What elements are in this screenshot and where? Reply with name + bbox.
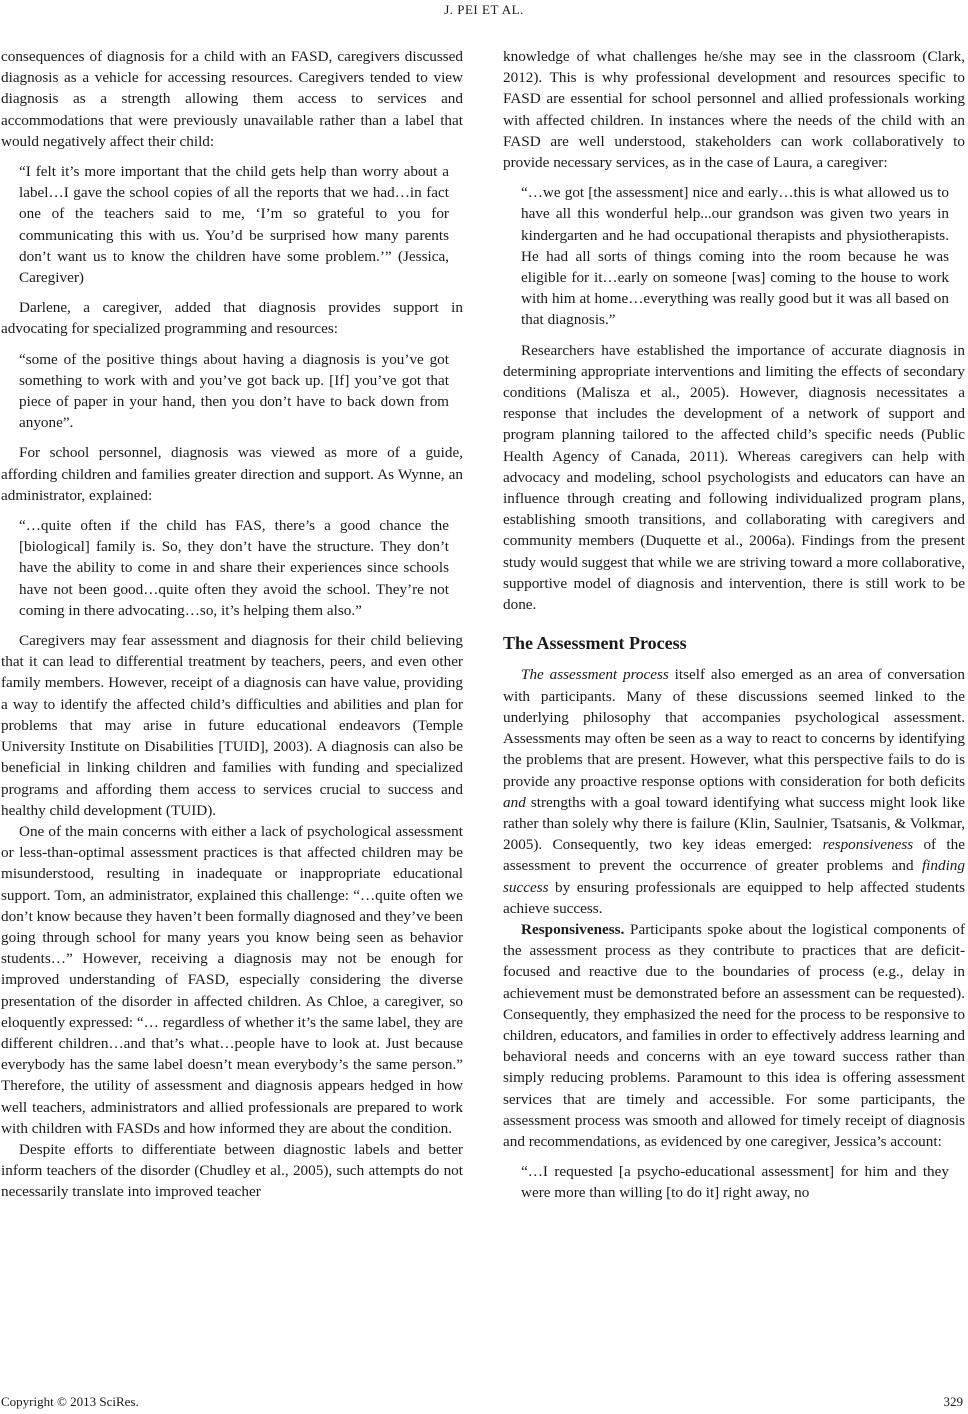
- text-run: by ensuring professionals are equipped to help affected students achieve success.: [503, 878, 965, 917]
- italic-term: The assessment process: [521, 666, 669, 684]
- copyright-notice: Copyright © 2013 SciRes.: [1, 1394, 139, 1409]
- section-heading: The Assessment Process: [503, 633, 687, 654]
- italic-term: finding success: [503, 857, 965, 896]
- italic-term: responsiveness: [822, 836, 914, 854]
- block-quote: “…I requested [a psycho-educational assessment] for him and they were more than willing [to do it] right away, no: [521, 1163, 949, 1202]
- paragraph: Researchers have established the importance of accurate diagnosis in determining appropriate interventions and limiting the effects of secondary conditions (Malisza et al., 2005). However, diagnosis necessitates a response that includes the development of a network of support and program planning tailored to the affected child’s specific needs (Public Health Agency of Canada, 2011). Whereas caregivers can help with advocacy and modeling, school psychologists and educators can have an influence through creating and following individualized program plans, establishing smooth transitions, and collaborating with caregivers and community members (Duquette et al., 2006a). Findings from the present study would suggest that while we are striving toward a more collaborative, supportive model of diagnosis and intervention, there is still work to be done.: [503, 341, 965, 614]
- block-quote: “some of the positive things about having a diagnosis is you’ve got something to work with and you’ve got back up. [If] you’ve got that piece of paper in your hand, then you don’t have to back down from anyone”.: [19, 350, 449, 432]
- text-run: strengths with a goal toward identifying what success might look like rather than solely why there is failure (Klin, Saulnier, Tsatsanis, & Volkmar, 2005). Consequently, two key ideas emerged:: [503, 793, 965, 854]
- block-quote: “…quite often if the child has FAS, there’s a good chance the [biological] family is. So, they don’t have the structure. They don’t have the ability to come in and share their experiences since schools have not been good…quite often they avoid the school. They’re not coming in there advocating…so, it’s helping them also.”: [19, 517, 449, 619]
- paragraph: Caregivers may fear assessment and diagnosis for their child believing that it can lead to differential treatment by teachers, peers, and even other family members. However, receipt of a diagnosis can have value, providing a way to identify the affected child’s difficulties and abilities and plan for problems that may arise in future educational endeavors (Temple University Institute on Disabilities [TUID], 2003). A diagnosis can also be beneficial in linking children and families with funding and specialized programs and affording them access to services crucial to success and healthy child development (TUID).: [1, 632, 463, 819]
- paragraph: [503, 664, 965, 918]
- page-number: 329: [943, 1394, 963, 1409]
- running-head: J. PEI ET AL.: [444, 2, 524, 17]
- text-run: itself also emerged as an area of conversation with participants. Many of these discussions seemed linked to the underlying philosophy that accompanies psychological assessment. Assessments may often be seen as a way to react to concerns by identifying the problems that are present. However, what this perspective fails to do is provide any proactive response options with consideration for both deficits: [503, 666, 965, 790]
- paragraph: consequences of diagnosis for a child with an FASD, caregivers discussed diagnosis as a vehicle for accessing resources. Caregivers tended to view diagnosis as a strength allowing them access to services and accommodations that were previously unavailable rather than a label that would negatively affect their child:: [1, 48, 463, 150]
- block-quote: “I felt it’s more important that the child gets help than worry about a label…I gave the school copies of all the reports that we had…in fact one of the teachers said to me, ‘I’m so grateful to you for communicating this with us. You’d be surprised how many parents don’t want us to know the children have some problem.’” (Jessica, Caregiver): [19, 163, 449, 287]
- subsection-heading: Responsiveness.: [521, 920, 625, 938]
- text-run: of the assessment to prevent the occurrence of greater problems and: [503, 836, 965, 875]
- paragraph: [503, 919, 965, 1152]
- left-column: [1, 46, 463, 1203]
- italic-term: and: [503, 793, 526, 811]
- paragraph: knowledge of what challenges he/she may see in the classroom (Clark, 2012). This is why professional development and resources specific to FASD are essential for school personnel and allied professionals working with affected children. In instances where the needs of the child with an FASD are well understood, stakeholders can work collaboratively to provide necessary services, as in the case of Laura, a caregiver:: [503, 48, 965, 172]
- paragraph: Darlene, a caregiver, added that diagnosis provides support in advocating for specialized programming and resources:: [1, 299, 463, 338]
- block-quote: “…we got [the assessment] nice and early…this is what allowed us to have all this wonderful help...our grandson was given two years in kindergarten and he had occupational therapists and physiotherapists. He had all sorts of things coming into the room because he was eligible for it…early on someone [was] coming to the house to work with him at home…everything was really good but it was all based on that diagnosis.”: [521, 184, 949, 329]
- paragraph: One of the main concerns with either a lack of psychological assessment or less-than-optimal assessment practices is that affected children may be misunderstood, resulting in inadequate or inappropriate educational support. Tom, an administrator, explained this challenge: “…quite often we don’t know because they haven’t been formally diagnosed and they’ve been going through school for many years you know being seen as behavior students…” However, receiving a diagnosis may not be enough for improved understanding of FASD, especially considering the diverse presentation of the disorder in affected children. As Chloe, a caregiver, so eloquently expressed: “… regardless of whether it’s the same label, they are different children…and that’s what…people have to look at. Just because everybody has the same label doesn’t mean everybody’s the same person.” Therefore, the utility of assessment and diagnosis appears hedged in how well teachers, administrators and allied professionals are prepared to work with children with FASDs and how informed they are about the condition.: [1, 822, 463, 1137]
- paragraph: For school personnel, diagnosis was viewed as more of a guide, affording children and families greater direction and support. As Wynne, an administrator, explained:: [1, 444, 463, 504]
- right-column: [503, 46, 965, 1213]
- paragraph: Despite efforts to differentiate between diagnostic labels and better inform teachers of the disorder (Chudley et al., 2005), such attempts do not necessarily translate into improved teacher: [1, 1140, 463, 1201]
- text-run: Participants spoke about the logistical components of the assessment process as they contribute to practices that are deficit-focused and reactive due to the boundaries of process (e.g., delay in achievement must be demonstrated before an assessment can be requested). Consequently, they emphasized the need for the process to be responsive to children, educators, and families in order to effectively address learning and behavioral needs and concerns with an eye toward success rather than simply reducing problems. Paramount to this idea is offering assessment services that are timely and accessible. For some participants, the assessment process was smooth and allowed for timely receipt of diagnosis and recommendations, as evidenced by one caregiver, Jessica’s account:: [503, 920, 965, 1150]
